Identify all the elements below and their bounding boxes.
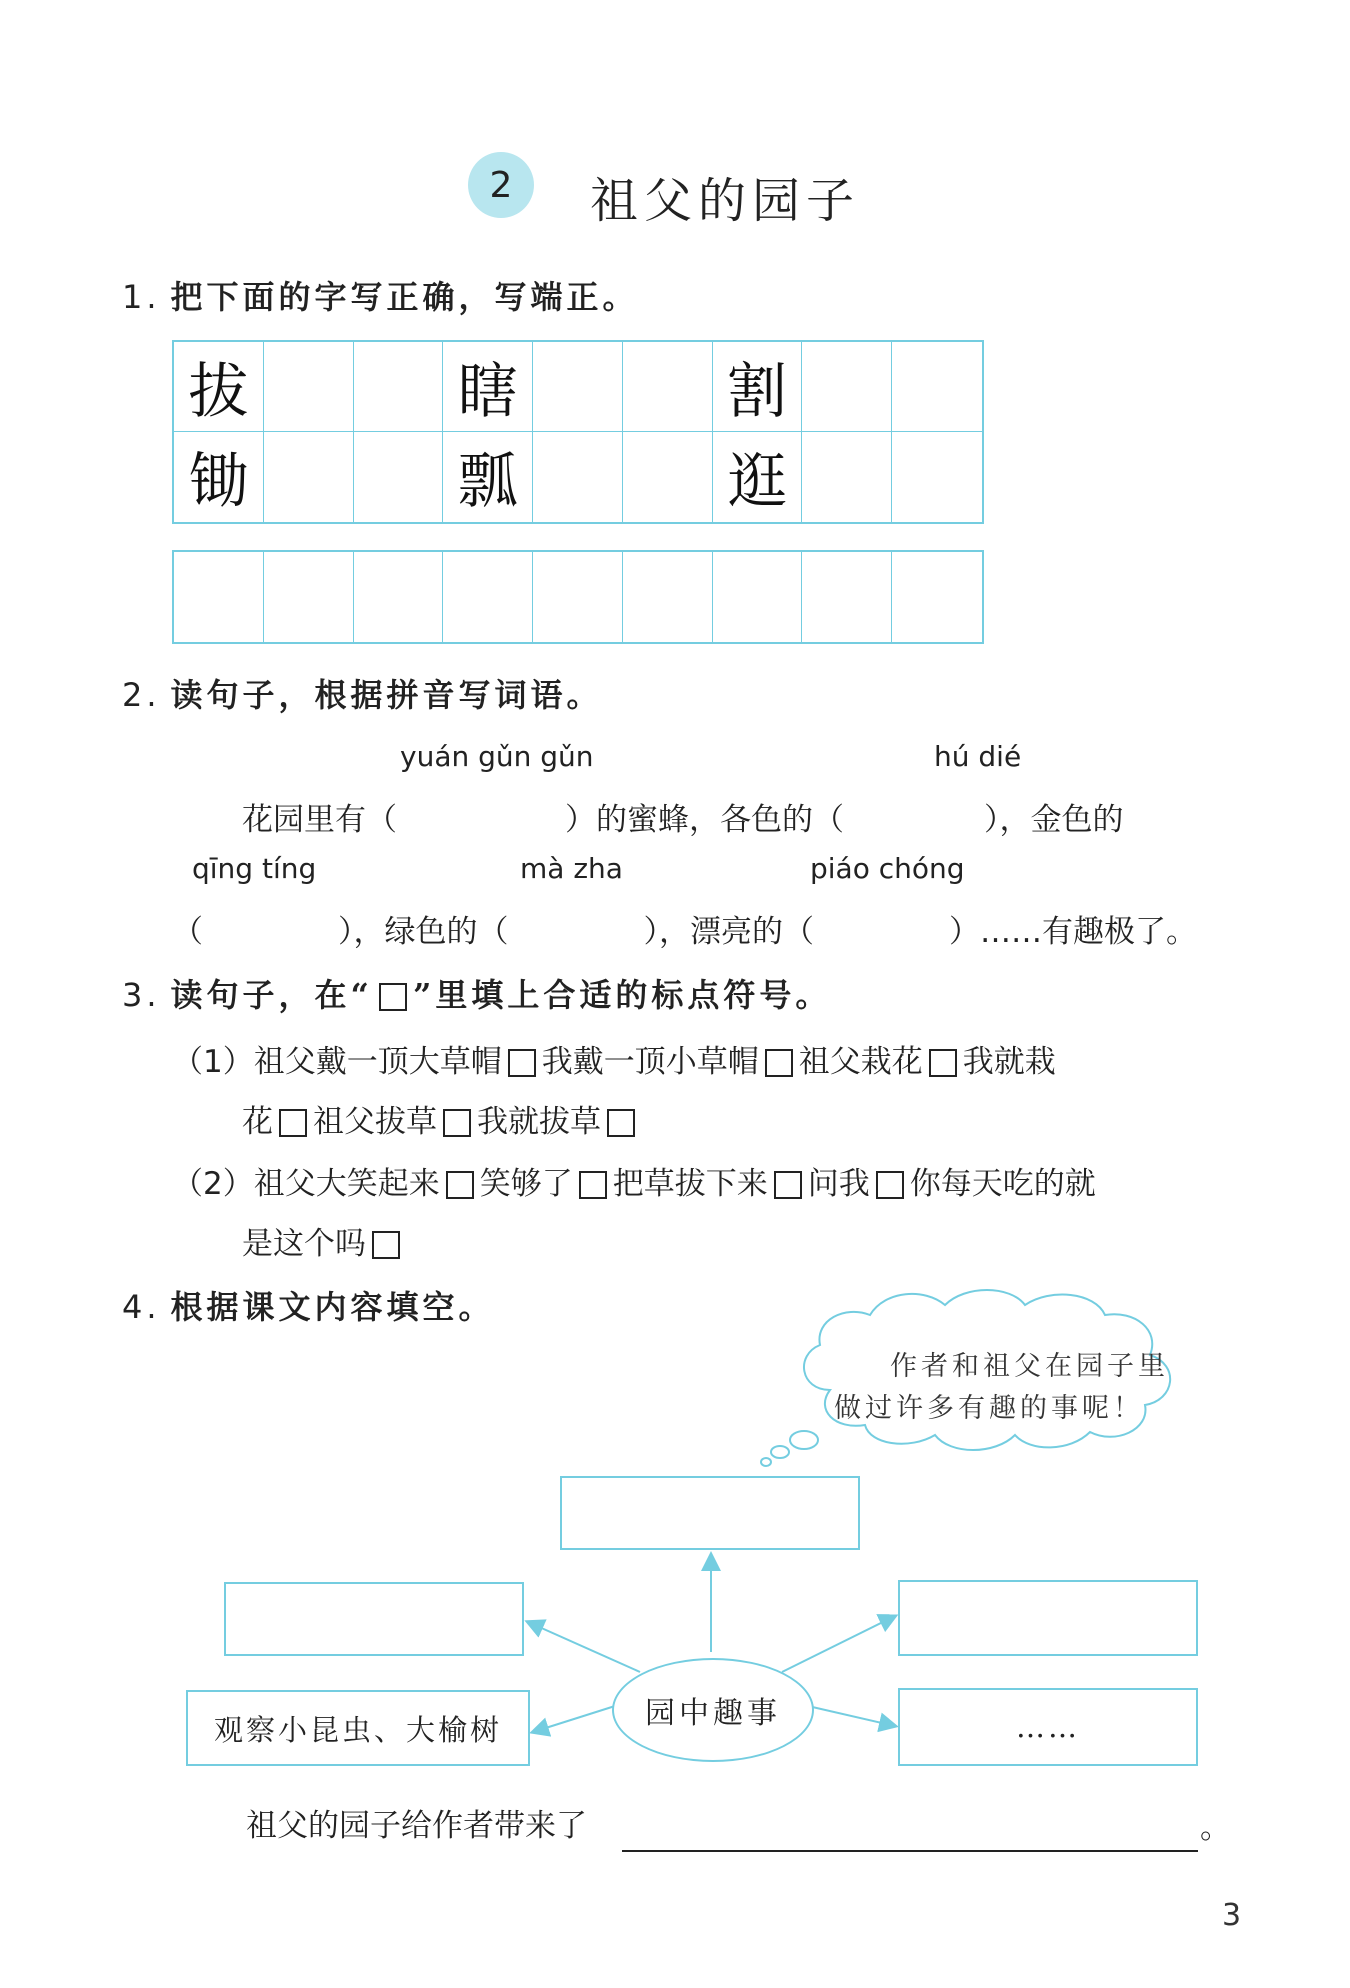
bubble-line2: 做过许多有趣的事呢！ xyxy=(834,1393,1144,1424)
answer-box-right-top[interactable] xyxy=(898,1580,1198,1656)
q2-text: ）的蜜蜂，各色的（ xyxy=(565,802,844,838)
q3-text: 你每天吃的就 xyxy=(909,1166,1096,1202)
pinyin-yuan-gun-gun: yuán gǔn gǔn xyxy=(400,740,594,773)
lesson-title: 祖父的园子 xyxy=(590,173,861,229)
q3-text: 祖父大笑起来 xyxy=(253,1166,440,1202)
q3-instruction-b: ”里填上合适的标点符号。 xyxy=(412,976,832,1014)
q2-text: ），漂亮的（ xyxy=(643,914,814,950)
q2-instruction: 读句子，根据拼音写词语。 xyxy=(170,676,603,714)
q1-number: 1. xyxy=(122,278,161,316)
char-cell[interactable]: 割 xyxy=(713,342,803,432)
bubble-line1: 作者和祖父在园子里 xyxy=(890,1351,1169,1382)
char-cell[interactable]: 瞎 xyxy=(443,342,533,432)
pinyin-qing-ting: qīng tíng xyxy=(192,852,317,885)
q3-text: 我戴一顶小草帽 xyxy=(541,1044,759,1080)
char-cell[interactable]: 拔 xyxy=(174,342,264,432)
q2-text: （ xyxy=(172,914,203,950)
page-number: 3 xyxy=(1222,1898,1242,1933)
q3-text: 祖父戴一顶大草帽 xyxy=(253,1044,502,1080)
answer-box-top[interactable] xyxy=(560,1476,860,1550)
answer-box-left-top[interactable] xyxy=(224,1582,524,1656)
q3-text: 我就栽 xyxy=(962,1044,1056,1080)
q4-end-mark: 。 xyxy=(1200,1810,1231,1846)
q3-text: 我就拔草 xyxy=(477,1104,601,1140)
q2-number: 2. xyxy=(122,676,161,714)
q2-text: ），绿色的（ xyxy=(338,914,509,950)
q4-sentence: 祖父的园子给作者带来了 xyxy=(246,1808,587,1844)
char-cell[interactable]: 瓢 xyxy=(443,432,533,522)
item-label: （1） xyxy=(172,1044,254,1080)
q2-text: ），金色的 xyxy=(984,802,1124,838)
char-cell[interactable]: 逛 xyxy=(713,432,803,522)
q4-instruction: 根据课文内容填空。 xyxy=(170,1288,495,1326)
q3-text: 问我 xyxy=(807,1166,870,1202)
arrow-left-top xyxy=(528,1622,640,1672)
arrow-right-top xyxy=(782,1616,895,1672)
pinyin-piao-chong: piáo chóng xyxy=(810,852,965,885)
char-cell[interactable]: 锄 xyxy=(174,432,264,522)
arrow-right-bottom xyxy=(808,1706,895,1726)
box-right-bottom[interactable]: …… xyxy=(898,1688,1198,1766)
q3-number: 3. xyxy=(122,976,161,1014)
arrow-left-bottom xyxy=(533,1706,615,1732)
q3-text: 祖父栽花 xyxy=(798,1044,923,1080)
lesson-number-badge: 2 xyxy=(468,152,534,218)
q3-text: 祖父拔草 xyxy=(313,1104,437,1140)
q4-number: 4. xyxy=(122,1288,161,1326)
item-label: （2） xyxy=(172,1166,254,1202)
q3-text: 把草拔下来 xyxy=(612,1166,768,1202)
q2-text: 花园里有（ xyxy=(242,802,397,838)
q4-answer-line[interactable] xyxy=(622,1850,1198,1852)
q2-text: ）……有趣极了。 xyxy=(949,914,1197,950)
q3-text: 笑够了 xyxy=(479,1166,573,1202)
q3-text: 是这个吗 xyxy=(242,1226,366,1262)
pinyin-ma-zha: mà zha xyxy=(520,852,623,885)
center-topic: 园中趣事 xyxy=(612,1658,814,1762)
pinyin-hu-die: hú dié xyxy=(934,740,1022,773)
q3-instruction-a: 读句子，在“ xyxy=(170,976,373,1014)
q1-instruction: 把下面的字写正确，写端正。 xyxy=(170,278,639,316)
q3-text: 花 xyxy=(242,1104,273,1140)
box-left-bottom: 观察小昆虫、大榆树 xyxy=(186,1690,530,1766)
